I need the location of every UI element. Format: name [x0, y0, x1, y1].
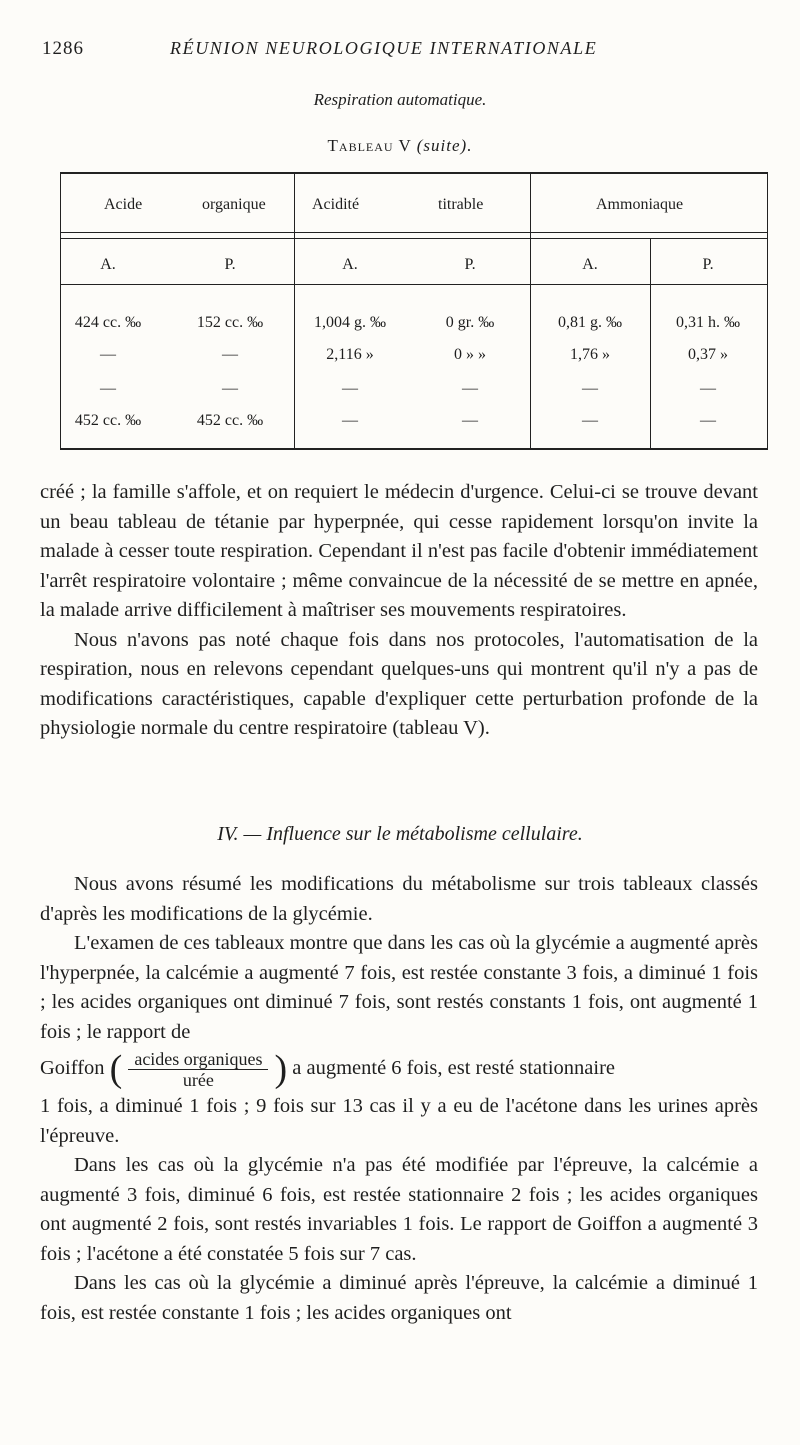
table-cell: 0,37 » [688, 346, 728, 363]
table-cell: — [222, 346, 238, 363]
table-cell: 1,004 g. ‰ [314, 314, 386, 331]
running-head [42, 38, 750, 62]
table-cell: — [222, 380, 238, 397]
table-bottom-rule [60, 448, 768, 450]
paragraph: Nous avons résumé les modifications du métabolisme sur trois tableaux classés d'après les modifications de la glycémie. [40, 873, 758, 925]
table-cell: 152 cc. ‰ [196, 314, 264, 331]
journal-title: RÉUNION NEUROLOGIQUE INTERNATIONALE [170, 38, 598, 58]
table-label-prefix: Tableau [327, 136, 394, 155]
table-cell: 452 cc. ‰ [196, 412, 264, 429]
table-cell: — [342, 412, 358, 429]
table-cell: 452 cc. ‰ [74, 412, 142, 429]
paragraph: Dans les cas où la glycémie a diminué après l'épreuve, la calcémie a diminué 1 fois, est restée constante 1 fois ; les acides organiques ont [40, 1272, 758, 1324]
table-cell: 0,31 h. ‰ [676, 314, 740, 331]
subheader-p: P. [702, 256, 714, 273]
group-header-acidite: Acidité [312, 196, 360, 213]
close-paren: ) [274, 1047, 288, 1090]
table-cell: — [582, 380, 598, 397]
subheader-a: A. [582, 256, 598, 273]
subheader-p: P. [224, 256, 236, 273]
ratio-numerator: acides organiques [128, 1049, 268, 1070]
column-divider [530, 172, 531, 450]
group-header-rule [60, 232, 768, 233]
paragraph: créé ; la famille s'affole, et on requiert le médecin d'urgence. Celui-ci se trouve devant un beau tableau de tétanie par hyperpnée, qui cesse rapidement lorsqu'on invite la malade à cesser toute respiration. Cependant il n'est pas facile d'obtenir immédiatement l'arrêt respiratoire volontaire ; même convaincue de la nécessité de se mettre en apnée, la malade arrive difficilement à maîtriser ses mouvements respiratoires. [40, 481, 758, 621]
table-cell: 0 » » [454, 346, 486, 363]
table-label-suffix: (suite). [416, 136, 473, 155]
goiffon-label: Goiffon [40, 1057, 105, 1080]
table-cell: 0,81 g. ‰ [558, 314, 622, 331]
column-divider [294, 172, 295, 450]
table-cell: 0 gr. ‰ [445, 314, 495, 331]
paragraph-formula-line [40, 1049, 758, 1090]
column-divider [650, 238, 651, 450]
goiffon-ratio [128, 1049, 268, 1090]
table-cell: 2,116 » [326, 346, 374, 363]
paragraph: Dans les cas où la glycémie n'a pas été modifiée par l'épreuve, la calcémie a augmenté 3 fois, diminué 6 fois, est restée stationnaire 2 fois ; les acides organiques ont augmenté 2 fois, sont restés invariables 1 fois. Le rapport de Goiffon a augmenté 3 fois ; l'acétone a été constatée 5 fois sur 7 cas. [40, 1154, 758, 1265]
table-cell: — [462, 380, 478, 397]
subheader-p: P. [464, 256, 476, 273]
table-right-border [767, 172, 768, 450]
open-paren: ( [109, 1047, 123, 1090]
table-cell: — [342, 380, 358, 397]
table-cell: — [100, 346, 116, 363]
subheader-a: A. [100, 256, 116, 273]
table-cell: — [100, 380, 116, 397]
table-cell: — [582, 412, 598, 429]
table-cell: 424 cc. ‰ [74, 314, 142, 331]
subheader-rule [60, 284, 768, 285]
table-label-number: V [398, 136, 412, 155]
group-header-organique: organique [202, 196, 266, 213]
table-cell: — [700, 380, 716, 397]
subheader-a: A. [342, 256, 358, 273]
paragraph: L'examen de ces tableaux montre que dans les cas où la glycémie a augmenté après l'hyperpnée, la calcémie a augmenté 7 fois, est restée constante 3 fois, a diminué 1 fois ; les acides organiques ont diminué 7 fois, sont restés constants 1 fois, ont augmenté 1 fois ; le rapport de [40, 932, 758, 1043]
section-heading: IV. — Influence sur le métabolisme cellulaire. [217, 823, 583, 845]
table-cell: — [700, 412, 716, 429]
paragraph: 1 fois, a diminué 1 fois ; 9 fois sur 13 cas il y a eu de l'acétone dans les urines après l'épreuve. [40, 1095, 758, 1147]
group-header-titrable: titrable [438, 196, 484, 213]
group-header-ammoniaque: Ammoniaque [596, 196, 684, 213]
table-caption: Respiration automatique. [313, 90, 487, 109]
table-cell: — [462, 412, 478, 429]
page-number: 1286 [42, 38, 84, 59]
data-table [60, 172, 768, 454]
table-label [0, 136, 800, 156]
table-cell: 1,76 » [570, 346, 610, 363]
table-left-border [60, 172, 61, 450]
table-top-rule [60, 172, 768, 174]
paragraph: Nous n'avons pas noté chaque fois dans nos protocoles, l'automatisation de la respiration, nous en relevons cependant quelques-uns qui montrent qu'il n'y a pas de modifications caractéristiques, capable d'expliquer cette perturbation profonde de la physiologie normale du centre respiratoire (tableau V). [40, 628, 758, 739]
group-header-rule-2 [60, 238, 768, 239]
ratio-denominator: urée [182, 1070, 214, 1090]
body-text-lower [40, 870, 758, 1328]
body-text-upper [40, 478, 758, 744]
formula-continuation: a augmenté 6 fois, est resté stationnaire [292, 1057, 616, 1080]
group-header-acide: Acide [104, 196, 143, 213]
